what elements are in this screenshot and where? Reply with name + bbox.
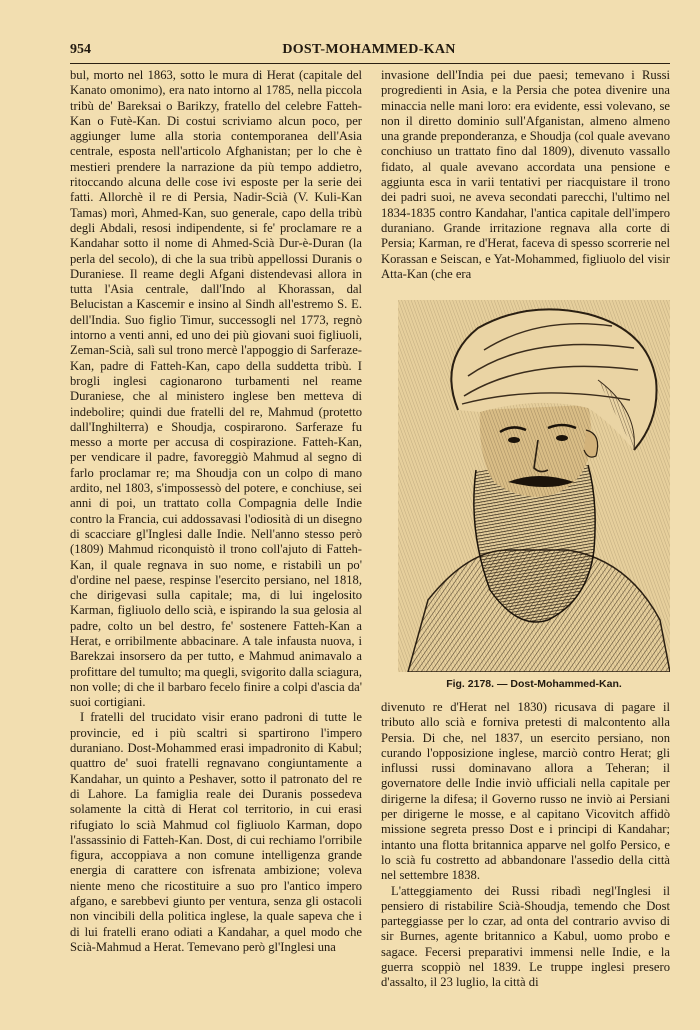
paragraph: I fratelli del trucidato visir erano padroni di tutte le provincie, ed i più scaltri si spartirono l'impero duraniano. Dost-Mohammed erasi impadronito di Kabul; quattro de' suoi fratelli regnavano congiuntamente a Kandahar, un quinto a Peshaver, sotto il patronato del re di Lahore. La famiglia reale dei Duranis possedeva solamente la città di Herat col territorio, in cui erasi rifugiato lo scià Mahmud col figliuolo Karman, dopo l'assassinio di Fatteh-Kan. Dost, di cui rechiamo l'orribile figura, accoppiava a non comune intelligenza grande energia di carattere con isfrenata ambizione; voleva niente meno che ricostituire a suo pro l'antico impero afgano, e sarebbevi giunto per ventura, senza gli ostacoli non vincibili della politica inglese, la quale sapeva che i di lui fratelli erano odiati a Kandahar, a quel modo che Scià-Mahmud a Herat. Temevano però gl'Inglesi una [70,710,362,954]
paragraph: bul, morto nel 1863, sotto le mura di Herat (capitale del Kanato omonimo), era nato intorno al 1785, nella piccola tribù de' Bareksai o Barikzy, fratello del celebre Fatteh-Kan o Futè-Kan. Di costui scriviamo alcun poco, per aggiunger lume alla storia contemporanea dell'Asia centrale, esposta nell'articolo Afghanistan; per lo che è mestieri prendere la narrazione da più tempo addietro, ritoccando alcuna delle cose ivi esposte per la serie dei fatti. Allorchè il re di Persia, Nadir-Scià (V. Kuli-Kan Tamas) morì, Ahmed-Kan, suo generale, capo della tribù degli Abdali, resosi indipendente, si fe' proclamare re a Kandahar sotto il nome di Ahmed-Scià Dur-è-Duran (la perla del secolo), di che la sua tribù appellossi Duranis o Duraniese. Il reame degli Afgani distendevasi allora in tutta l'Asia centrale, dall'Indo al Khorassan, dal Belucistan a Kascemir e insino al Sindh all'estremo S. E. dell'India. Suo figlio Timur, successogli nel 1773, regnò intorno a venti anni, ed uno dei più giovani suoi figliuoli, Zeman-Scià, salì sul trono mercè l'appoggio di Sarferaze-Kan, padre di Fatteh-Kan, capo della suddetta tribù. I brogli inglesi cagionarono turbamenti nel reame Duraniese, che al ministero inglese ben metteva di indebolire; quindi due fratelli del re, Mahmud (protetto dall'Inghilterra) e Shoudja, cospirarono. Sarferaze fu messo a morte per accusa di cospirazione. Fatteh-Kan, per vendicare il padre, favoreggiò Mahmud al segno di farlo proclamar re; ma Shoudja con un colpo di mano ardito, nel 1803, s'impossessò del potere, e conchiuse, sei anni di poi, un trattato colla Compagnia delle Indie contro la Francia, cui addossavasi l'odiosità di un disegno di scacciare gl'Inglesi dalle Indie. Nell'anno stesso però (1809) Mahmud riconquistò il trono coll'ajuto di Fatteh-Kan, il quale regnava in suo nome, e ristabilì un po' d'ordine nel paese, respinse l'esercito persiano, nel 1818, che dirigevasi sulla capitale; ma, di lui ingelosito Karman, figliuolo dello scià, e ispirando la sua gelosia al padre, colto un bel destro, fe' sostenere Fatteh-Kan a Herat, e orribilmente abbacinare. A tale infausta nuova, i Barekzai insorsero da per tutto, e Mahmud animavalo a profittare del tumulto; ma quegli, svigorito dalla sciagura, non volle; di che il barbaro fecelo finire a colpi d'ascia da' suoi cortigiani. [70,68,362,710]
right-column-bottom [381,700,670,991]
running-head: DOST-MOHAMMED-KAN [282,42,456,57]
figure-caption: Fig. 2178. — Dost-Mohammed-Kan. [446,678,622,690]
page-header [70,42,668,62]
paragraph: invasione dell'India pei due paesi; temevano i Russi progredienti in Asia, e la Persia che potea divenire una minaccia nelle mani loro: era evidente, essi volevano, se non il diretto dominio sull'Afganistan, almeno almeno una grande preponderanza, e Shoudja (col quale avevano conchiuso un trattato fino dal 1809), divenuto vassallo fidato, al quale avevano accordata una pensione e aggiunta esca in varii tentativi per riacquistare il trono dei padri suoi, ne aveva secondati parecchi, l'ultimo nel 1834-1835 contro Kandahar, l'antica capitale dell'impero duraniano. Grande irritazione regnava alla corte di Persia; Karman, re d'Herat, faceva di spesso scorrerie nel Korassan e Seiscan, e Yat-Mohammed, figliuolo del visir Atta-Kan (che era [381,68,670,281]
portrait-engraving [398,300,670,672]
page-number: 954 [70,42,91,57]
paragraph: divenuto re d'Herat nel 1830) ricusava di pagare il tributo allo scià e forniva pretesti di malcontento alla Persia. Di che, nel 1837, un esercito persiano, non curando l'opposizione inglese, marciò contro Herat; gli influssi russi dominavano allora a Teheran; il governatore delle Indie inviò ufficiali nella capitale per dirigerne la difesa; il Governo russo ne inviò ai Persiani per dirigerne le mosse, e al capitano Vicovitch affidò missione segreta presso Dost e i principi di Kandahar; intanto una flotta britannica apparve nel golfo Persico, e lo scià fu costretto ad abbandonare l'assedio della città nel settembre 1838. [381,700,670,883]
left-column [70,68,362,955]
header-rule [70,63,670,64]
paragraph: L'atteggiamento dei Russi ribadì negl'Inglesi il pensiero di ristabilire Scià-Shoudja, temendo che Dost parteggiasse per lo czar, ad onta del contrario avviso di sir Burnes, agente britannico a Kabul, uomo probo e sagace. Fecersi preparativi immensi nelle Indie, e la guerra scoppiò nel 1839. Le truppe inglesi presero d'assalto, il 23 luglio, la città di [381,883,670,990]
right-column-top [381,68,670,282]
portrait-illustration [398,300,670,672]
